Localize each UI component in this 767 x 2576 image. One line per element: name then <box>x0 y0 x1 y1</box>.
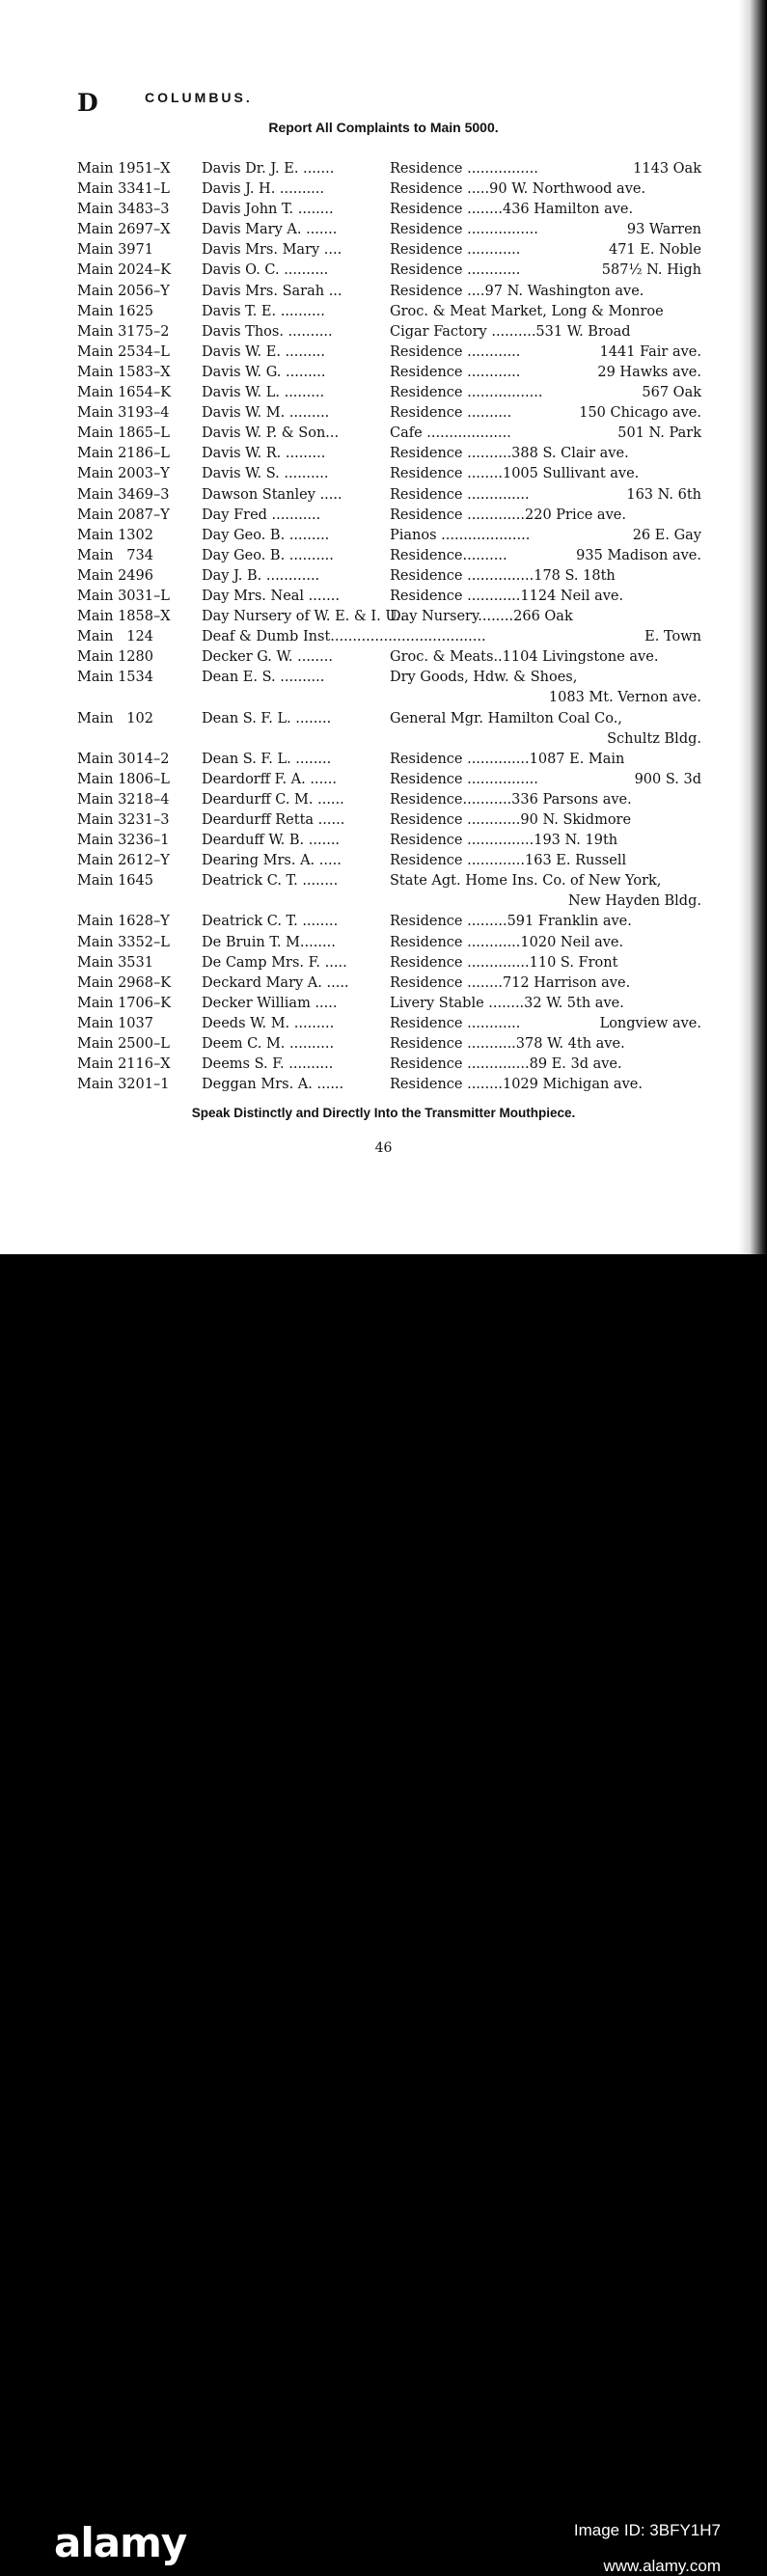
listing-number: Main 1858–X <box>77 609 171 625</box>
listing-number: Main 1645 <box>77 873 153 890</box>
listing-row <box>0 629 767 649</box>
site-url: www.alamy.com <box>603 2557 721 2575</box>
listing-name: Davis Dr. J. E. ....... <box>202 161 335 177</box>
listing-row <box>0 752 767 772</box>
listing-address: 587½ N. High <box>601 262 701 279</box>
listing-detail: Day Nursery........266 Oak <box>390 609 573 625</box>
listing-row <box>0 1016 767 1036</box>
listing-number: Main 1706–K <box>77 995 172 1011</box>
listing-row <box>0 1056 767 1077</box>
listing-number: Main 2500–L <box>77 1036 170 1053</box>
listing-number: Main 3218–4 <box>77 791 170 808</box>
listing-row <box>0 222 767 242</box>
listing-detail: Residence .....90 W. Northwood ave. <box>390 181 646 198</box>
listing-name: Davis Thos. .......... <box>202 323 333 340</box>
report-complaints-line: Report All Complaints to Main 5000. <box>268 120 499 135</box>
listing-name: Deatrick C. T. ........ <box>202 914 339 930</box>
listing-detail: Residence ...............178 S. 18th <box>390 567 616 584</box>
listing-detail: Residence .........591 Franklin ave. <box>390 914 632 930</box>
listing-number: Main 124 <box>77 629 153 645</box>
listing-row <box>0 609 767 629</box>
listing-name: Davis W. M. ......... <box>202 405 330 422</box>
listing-detail: Residence ............ <box>390 1015 521 1031</box>
listing-row <box>0 324 767 344</box>
listing-number: Main 3193–4 <box>77 405 170 422</box>
listing-name: Deardurff Retta ...... <box>202 812 345 828</box>
listing-name: Day J. B. ............ <box>202 567 320 584</box>
section-letter: D <box>77 89 98 117</box>
listing-detail: Residence ............ <box>390 242 521 259</box>
listing-name: Davis Mrs. Sarah ... <box>202 283 342 299</box>
listing-detail: Cafe ................... <box>390 425 511 442</box>
listing-address: New Hayden Bldg. <box>567 893 701 910</box>
listing-row <box>0 202 767 222</box>
listing-detail: Livery Stable ........32 W. 5th ave. <box>390 995 624 1011</box>
listing-number: Main 2116–X <box>77 1056 171 1073</box>
listing-row <box>0 690 767 710</box>
listing-row <box>0 670 767 690</box>
listing-name: Deggan Mrs. A. ...... <box>202 1077 344 1093</box>
listing-row <box>0 507 767 528</box>
listing-row <box>0 161 767 181</box>
listing-number: Main 2186–L <box>77 446 170 462</box>
listing-detail: Dry Goods, Hdw. & Shoes, <box>390 670 578 686</box>
listing-address: 1083 Mt. Vernon ave. <box>548 690 701 706</box>
listing-detail: Residence ............ <box>390 343 521 360</box>
listing-row <box>0 792 767 812</box>
listing-detail: Residence ........712 Harrison ave. <box>390 974 631 991</box>
listing-row <box>0 446 767 466</box>
listing-name: Deaf & Dumb Inst................................... <box>202 629 486 645</box>
listing-number: Main 3971 <box>77 242 153 259</box>
listing-detail: Residence ..............110 S. Front <box>390 954 618 971</box>
listing-name: Davis W. S. .......... <box>202 466 329 482</box>
listing-row <box>0 365 767 385</box>
listing-detail: State Agt. Home Ins. Co. of New York, <box>390 873 662 890</box>
listing-address: 935 Madison ave. <box>576 547 701 563</box>
listing-number: Main 3352–L <box>77 934 170 950</box>
listing-row <box>0 914 767 934</box>
listing-row <box>0 873 767 893</box>
listing-row <box>0 711 767 731</box>
listing-number: Main 1302 <box>77 527 153 543</box>
listing-detail: Groc. & Meats..1104 Livingstone ave. <box>390 649 659 666</box>
directory-listing <box>0 161 767 1097</box>
listing-name: Deardurff C. M. ...... <box>202 791 344 808</box>
listing-number: Main 2534–L <box>77 343 170 360</box>
listing-name: Day Mrs. Neal ....... <box>202 588 340 604</box>
listing-name: De Camp Mrs. F. ..... <box>202 954 347 971</box>
listing-row <box>0 385 767 405</box>
listing-number: Main 102 <box>77 710 153 726</box>
listing-number: Main 2024–K <box>77 262 172 279</box>
listing-row <box>0 568 767 589</box>
listing-name: Deeds W. M. ......... <box>202 1015 335 1031</box>
listing-number: Main 3531 <box>77 954 153 971</box>
listing-name: Day Geo. B. .......... <box>202 547 334 563</box>
page-number: 46 <box>374 1140 393 1156</box>
listing-name: Davis J. H. .......... <box>202 181 325 198</box>
listing-name: Dawson Stanley ..... <box>202 486 342 503</box>
listing-address: 501 N. Park <box>617 425 701 442</box>
listing-detail: Residence .......... <box>390 405 512 422</box>
listing-name: Deem C. M. .......... <box>202 1036 335 1053</box>
listing-detail: Residence ............1020 Neil ave. <box>390 934 624 950</box>
listing-row <box>0 344 767 365</box>
listing-number: Main 2697–X <box>77 222 171 238</box>
listing-number: Main 1806–L <box>77 771 170 787</box>
listing-number: Main 1951–X <box>77 161 171 177</box>
listing-number: Main 2612–Y <box>77 853 170 869</box>
listing-number: Main 3341–L <box>77 181 170 198</box>
listing-number: Main 3469–3 <box>77 486 170 503</box>
listing-name: Dearduff W. B. ....... <box>202 833 341 849</box>
listing-name: Davis Mrs. Mary .... <box>202 242 342 259</box>
listing-detail: Residence ...............193 N. 19th <box>390 833 618 849</box>
listing-number: Main 2087–Y <box>77 507 170 523</box>
listing-row <box>0 284 767 304</box>
listing-number: Main 1865–L <box>77 425 170 442</box>
listing-detail: Residence ..............1087 E. Main <box>390 751 625 767</box>
listing-detail: Residence ........436 Hamilton ave. <box>390 202 634 218</box>
listing-detail: Residence.......... <box>390 547 507 563</box>
listing-name: Day Nursery of W. E. & I. U.. <box>202 609 405 625</box>
listing-detail: Residence ................ <box>390 222 538 238</box>
listing-row <box>0 242 767 262</box>
listing-row <box>0 528 767 548</box>
listing-row <box>0 548 767 568</box>
listing-name: Davis W. E. ......... <box>202 343 326 360</box>
listing-detail: Residence ..........388 S. Clair ave. <box>390 446 629 462</box>
listing-detail: Residence...........336 Parsons ave. <box>390 791 632 808</box>
listing-number: Main 734 <box>77 547 153 563</box>
listing-name: Davis W. P. & Son... <box>202 425 340 442</box>
listing-name: Decker G. W. ........ <box>202 649 333 666</box>
listing-row <box>0 772 767 792</box>
listing-number: Main 3231–3 <box>77 812 170 828</box>
footer-notice: Speak Distinctly and Directly Into the Transmitter Mouthpiece. <box>191 1106 576 1120</box>
listing-address: E. Town <box>644 629 701 645</box>
listing-detail: Cigar Factory ..........531 W. Broad <box>390 323 631 340</box>
listing-detail: Residence ............ <box>390 262 521 279</box>
listing-name: Davis W. R. ......... <box>202 446 326 462</box>
listing-number: Main 2496 <box>77 567 153 584</box>
listing-row <box>0 649 767 670</box>
listing-address: Schultz Bldg. <box>607 730 701 747</box>
listing-number: Main 2003–Y <box>77 466 170 482</box>
listing-detail: Residence ........1029 Michigan ave. <box>390 1077 643 1093</box>
listing-number: Main 3175–2 <box>77 323 170 340</box>
listing-row <box>0 262 767 283</box>
listing-name: Davis Mary A. ....... <box>202 222 338 238</box>
listing-address: 26 E. Gay <box>632 527 701 543</box>
listing-row <box>0 425 767 446</box>
listing-row <box>0 731 767 752</box>
listing-row <box>0 304 767 324</box>
listing-detail: Residence .............. <box>390 486 530 503</box>
listing-row <box>0 589 767 609</box>
listing-address: 900 S. 3d <box>634 771 701 787</box>
listing-row <box>0 996 767 1016</box>
listing-address: 163 N. 6th <box>626 486 701 503</box>
city-heading: COLUMBUS. <box>145 90 253 105</box>
listing-number: Main 3483–3 <box>77 202 170 218</box>
listing-detail: Pianos .................... <box>390 527 531 543</box>
listing-name: Davis O. C. .......... <box>202 262 329 279</box>
listing-name: Deardorff F. A. ...... <box>202 771 338 787</box>
listing-number: Main 1534 <box>77 670 153 686</box>
listing-detail: Residence .............163 E. Russell <box>390 853 627 869</box>
listing-detail: Residence ................. <box>390 385 543 401</box>
listing-row <box>0 1077 767 1097</box>
listing-detail: Residence .............220 Price ave. <box>390 507 626 523</box>
listing-number: Main 1583–X <box>77 364 171 380</box>
listing-address: 150 Chicago ave. <box>579 405 701 422</box>
listing-name: Decker William ..... <box>202 995 338 1011</box>
listing-name: Davis T. E. .......... <box>202 303 325 319</box>
listing-name: Day Geo. B. ......... <box>202 527 330 543</box>
listing-name: Day Fred ........... <box>202 507 321 523</box>
listing-number: Main 3014–2 <box>77 751 170 767</box>
listing-name: Dean S. F. L. ........ <box>202 751 332 767</box>
listing-row <box>0 975 767 996</box>
listing-name: Deckard Mary A. ..... <box>202 974 349 991</box>
listing-number: Main 2056–Y <box>77 283 170 299</box>
listing-detail: Residence ............90 N. Skidmore <box>390 812 632 828</box>
listing-row <box>0 833 767 853</box>
listing-name: Dearing Mrs. A. ..... <box>202 853 342 869</box>
listing-name: Dean S. F. L. ........ <box>202 710 332 726</box>
listing-number: Main 1280 <box>77 649 153 666</box>
listing-row <box>0 893 767 914</box>
listing-row <box>0 487 767 507</box>
listing-number: Main 3201–1 <box>77 1077 170 1093</box>
listing-name: Davis W. L. ......... <box>202 385 325 401</box>
listing-name: Davis W. G. ......... <box>202 364 326 380</box>
listing-row <box>0 955 767 975</box>
image-id: Image ID: 3BFY1H7 <box>573 2521 721 2539</box>
alamy-logo: alamy <box>54 2519 187 2566</box>
listing-number: Main 3031–L <box>77 588 170 604</box>
listing-detail: Residence ....97 N. Washington ave. <box>390 283 644 299</box>
listing-address: 567 Oak <box>642 385 701 401</box>
listing-number: Main 3236–1 <box>77 833 170 849</box>
listing-address: 1441 Fair ave. <box>599 343 701 360</box>
listing-detail: Residence ..............89 E. 3d ave. <box>390 1056 622 1073</box>
watermark-bar <box>0 1254 767 2575</box>
listing-detail: Residence ................ <box>390 771 538 787</box>
listing-number: Main 1654–K <box>77 385 172 401</box>
listing-row <box>0 853 767 873</box>
listing-detail: General Mgr. Hamilton Coal Co., <box>390 710 622 726</box>
listing-detail: Residence ........1005 Sullivant ave. <box>390 466 640 482</box>
listing-address: 29 Hawks ave. <box>597 364 701 380</box>
listing-name: Deems S. F. .......... <box>202 1056 334 1073</box>
listing-row <box>0 466 767 486</box>
listing-name: De Bruin T. M........ <box>202 934 336 950</box>
listing-name: Dean E. S. .......... <box>202 670 325 686</box>
listing-number: Main 1628–Y <box>77 914 170 930</box>
listing-detail: Residence ...........378 W. 4th ave. <box>390 1036 625 1053</box>
listing-number: Main 1625 <box>77 303 153 319</box>
listing-name: Deatrick C. T. ........ <box>202 873 339 890</box>
listing-address: 471 E. Noble <box>608 242 701 259</box>
directory-page <box>0 0 767 1254</box>
listing-row <box>0 935 767 955</box>
listing-detail: Groc. & Meat Market, Long & Monroe <box>390 303 664 319</box>
listing-detail: Residence ................ <box>390 161 538 177</box>
listing-number: Main 2968–K <box>77 974 172 991</box>
listing-number: Main 1037 <box>77 1015 153 1031</box>
listing-row <box>0 812 767 833</box>
listing-name: Davis John T. ........ <box>202 202 334 218</box>
listing-detail: Residence ............1124 Neil ave. <box>390 588 624 604</box>
listing-address: Longview ave. <box>599 1015 701 1031</box>
listing-address: 1143 Oak <box>633 161 701 177</box>
listing-row <box>0 1036 767 1056</box>
listing-row <box>0 405 767 425</box>
listing-detail: Residence ............ <box>390 364 521 380</box>
listing-address: 93 Warren <box>626 222 701 238</box>
listing-row <box>0 181 767 202</box>
